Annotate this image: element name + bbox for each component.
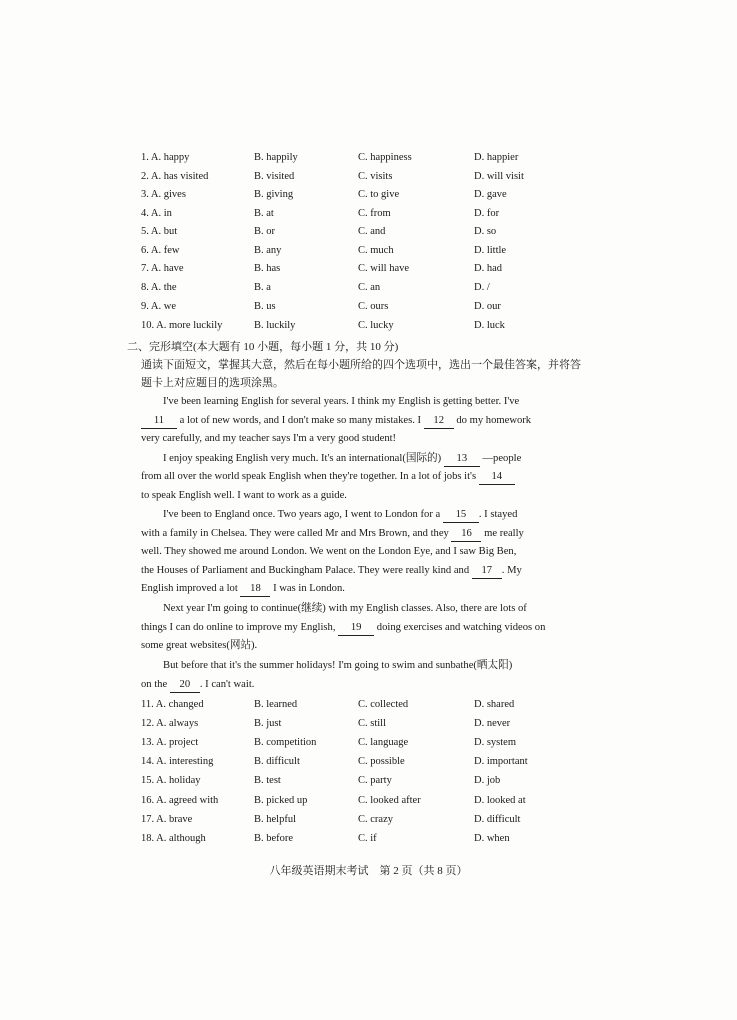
- option-d: D. important: [474, 756, 528, 767]
- passage-line: [141, 619, 581, 638]
- option-c: C. language: [358, 737, 409, 748]
- section-title: 二、完形填空(本大题有 10 小题，每小题 1 分，共 10 分): [127, 341, 399, 353]
- option-row: [0, 149, 737, 167]
- option-a: 13. A. project: [141, 737, 199, 748]
- option-row: [0, 242, 737, 260]
- option-b: B. test: [254, 775, 281, 786]
- passage-text: with a family in Chelsea. They were called Mr and Mrs Brown, and they: [141, 527, 452, 539]
- option-b: B. before: [254, 833, 294, 844]
- blank-18: 18: [240, 582, 270, 597]
- option-d: D. our: [474, 301, 501, 312]
- passage-text: a lot of new words, and I don't make so many mistakes. I: [177, 414, 424, 426]
- option-a: 3. A. gives: [141, 189, 186, 200]
- option-row: [0, 298, 737, 316]
- page-footer: 八年级英语期末考试 第 2 页（共 8 页）: [269, 865, 468, 877]
- option-c: C. ours: [358, 301, 389, 312]
- option-row: [0, 715, 737, 733]
- option-c: C. from: [358, 207, 391, 219]
- option-d: D. when: [474, 833, 510, 844]
- option-d: D. luck: [474, 320, 505, 331]
- option-a: 17. A. brave: [141, 814, 193, 825]
- option-row: [0, 168, 737, 186]
- option-a: 16. A. agreed with: [141, 795, 219, 806]
- option-a: 15. A. holiday: [141, 775, 201, 786]
- blank-20: 20: [170, 678, 200, 693]
- option-row: [0, 772, 737, 790]
- option-a: 10. A. more luckily: [141, 320, 223, 331]
- option-b: B. at: [254, 207, 274, 219]
- option-row: [0, 186, 737, 204]
- option-row: [0, 223, 737, 241]
- option-d: D. looked at: [474, 795, 526, 806]
- passage-text: I've been to England once. Two years ago, I went to London for a: [163, 509, 443, 520]
- passage-line: [141, 562, 581, 581]
- passage-line: [141, 468, 581, 487]
- option-b: B. helpful: [254, 814, 296, 825]
- option-a: 5. A. but: [141, 226, 178, 237]
- option-b: B. has: [254, 263, 281, 274]
- passage-text: English improved a lot: [141, 583, 241, 594]
- option-d: D. difficult: [474, 814, 521, 825]
- option-c: C. if: [358, 833, 377, 844]
- section-instruction: 题卡上对应题目的选项涂黑。: [141, 377, 284, 389]
- option-row: [0, 279, 737, 297]
- option-b: B. giving: [254, 189, 294, 200]
- option-a: 12. A. always: [141, 718, 199, 729]
- option-row: [0, 811, 737, 829]
- option-c: C. much: [358, 244, 394, 256]
- option-d: D. will visit: [474, 170, 524, 182]
- option-d: D. for: [474, 207, 500, 219]
- option-c: C. still: [358, 718, 387, 729]
- option-a: 2. A. has visited: [141, 170, 209, 182]
- passage-text: . I can't wait.: [199, 679, 255, 690]
- option-b: B. happily: [254, 152, 298, 163]
- option-d: D. never: [474, 718, 511, 729]
- blank-16: 16: [451, 527, 481, 542]
- option-a: 11. A. changed: [141, 699, 204, 710]
- blank-19: 19: [338, 621, 374, 636]
- option-c: C. looked after: [358, 795, 421, 806]
- option-c: C. lucky: [358, 320, 394, 331]
- option-b: B. luckily: [254, 320, 296, 331]
- option-b: B. any: [254, 244, 282, 256]
- option-d: D. gave: [474, 189, 507, 200]
- passage-line: very carefully, and my teacher says I'm a very good student!: [141, 433, 397, 444]
- option-c: C. visits: [358, 170, 393, 182]
- option-d: D. /: [474, 282, 490, 293]
- option-b: B. visited: [254, 170, 295, 182]
- option-row: [0, 205, 737, 223]
- passage-line: Next year I'm going to continue(继续) with my English classes. Also, there are lots of: [163, 603, 527, 614]
- passage-text: on the: [141, 679, 170, 690]
- passage-line: I've been learning English for several years. I think my English is getting better. I've: [163, 396, 520, 407]
- passage-line: to speak English well. I want to work as a guide.: [141, 489, 347, 501]
- blank-15: 15: [443, 508, 479, 523]
- option-row: [0, 696, 737, 714]
- option-row: [0, 260, 737, 278]
- option-b: B. picked up: [254, 795, 308, 806]
- blank-14: 14: [479, 470, 515, 485]
- passage-line: [141, 580, 581, 599]
- option-c: C. possible: [358, 756, 405, 767]
- option-d: D. system: [474, 737, 516, 748]
- option-row: [0, 734, 737, 752]
- option-a: 14. A. interesting: [141, 756, 214, 767]
- option-row: [0, 317, 737, 335]
- option-b: B. learned: [254, 699, 298, 710]
- passage-text: —people: [479, 452, 522, 464]
- option-a: 6. A. few: [141, 244, 180, 256]
- passage-text: doing exercises and watching videos on: [374, 621, 546, 633]
- option-a: 18. A. although: [141, 833, 206, 844]
- blank-17: 17: [472, 564, 502, 579]
- option-c: C. collected: [358, 699, 409, 710]
- option-b: B. or: [254, 226, 275, 237]
- option-a: 4. A. in: [141, 207, 172, 219]
- option-d: D. little: [474, 244, 507, 256]
- passage-text: . My: [501, 564, 522, 576]
- option-row: [0, 753, 737, 771]
- option-row: [0, 830, 737, 848]
- passage-line: well. They showed me around London. We went on the London Eye, and I saw Big Ben,: [141, 546, 517, 557]
- section-instruction: 通读下面短文，掌握其大意，然后在每小题所给的四个选项中，选出一个最佳答案，并将答: [141, 359, 581, 371]
- passage-line: [141, 450, 603, 469]
- passage-line: [141, 506, 603, 525]
- option-c: C. happiness: [358, 152, 412, 163]
- passage-text: I enjoy speaking English very much. It's an international(国际的): [163, 452, 444, 464]
- option-b: B. difficult: [254, 756, 300, 767]
- passage-text: things I can do online to improve my English,: [141, 621, 339, 633]
- option-b: B. just: [254, 718, 282, 729]
- option-d: D. had: [474, 263, 502, 274]
- blank-11: 11: [141, 414, 177, 429]
- option-d: D. job: [474, 775, 501, 786]
- option-row: [0, 792, 737, 810]
- option-c: C. to give: [358, 189, 400, 200]
- option-a: 1. A. happy: [141, 152, 190, 163]
- option-b: B. us: [254, 301, 276, 312]
- passage-line: [141, 525, 581, 544]
- passage-text: . I stayed: [478, 509, 518, 520]
- option-b: B. a: [254, 282, 271, 293]
- option-c: C. will have: [358, 263, 410, 274]
- passage-line: some great websites(网站).: [141, 640, 258, 651]
- option-a: 9. A. we: [141, 301, 176, 312]
- option-a: 8. A. the: [141, 282, 177, 293]
- option-d: D. so: [474, 226, 497, 237]
- option-b: B. competition: [254, 737, 317, 748]
- passage-text: from all over the world speak English when they're together. In a lot of jobs it's: [141, 471, 479, 482]
- option-c: C. and: [358, 226, 386, 237]
- passage-text: the Houses of Parliament and Buckingham Palace. They were really kind and: [141, 564, 472, 576]
- option-c: C. an: [358, 282, 381, 293]
- option-c: C. party: [358, 775, 392, 786]
- passage-text: me really: [481, 527, 524, 539]
- passage-line: But before that it's the summer holidays! I'm going to swim and sunbathe(晒太阳): [163, 660, 513, 671]
- blank-13: 13: [444, 452, 480, 467]
- option-c: C. crazy: [358, 814, 393, 825]
- passage-line: [141, 676, 581, 695]
- option-d: D. shared: [474, 699, 515, 710]
- passage-text: I was in London.: [270, 583, 345, 594]
- option-a: 7. A. have: [141, 263, 184, 274]
- blank-12: 12: [424, 414, 454, 429]
- option-d: D. happier: [474, 152, 519, 163]
- passage-text: do my homework: [453, 414, 532, 426]
- passage-line: [141, 412, 581, 431]
